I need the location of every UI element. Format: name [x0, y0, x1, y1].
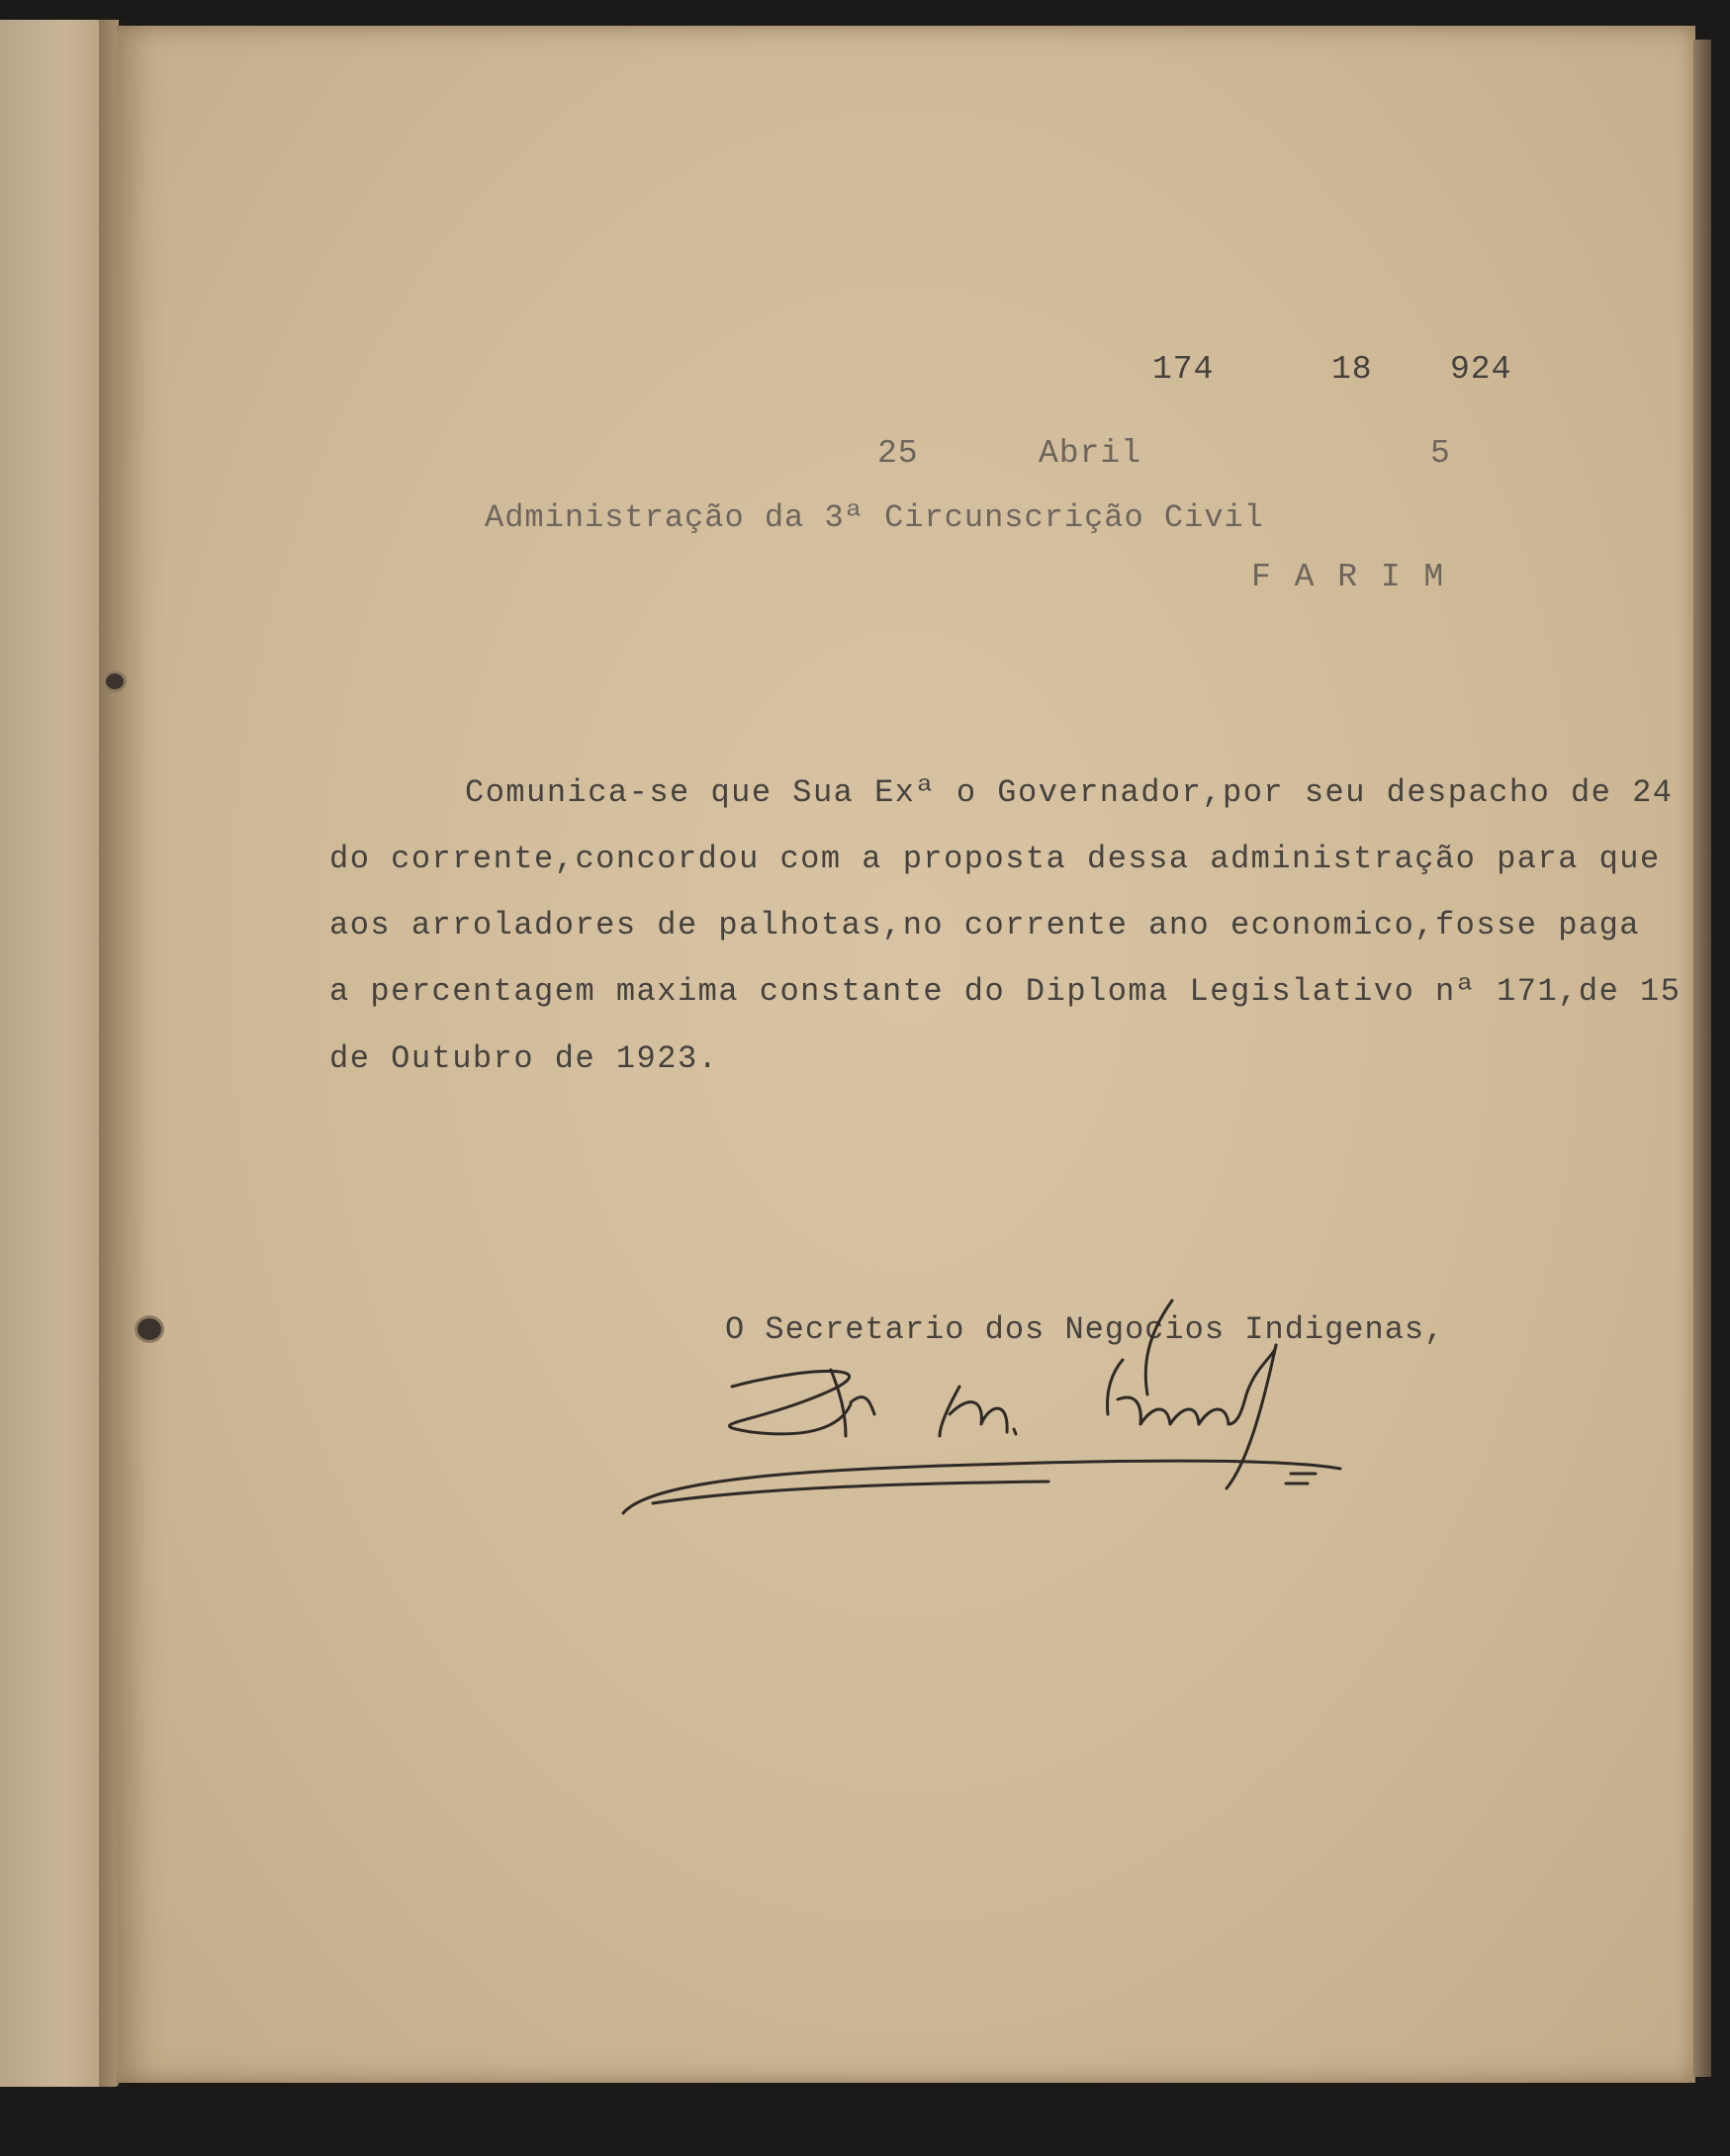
body-line: a percentagem maxima constante do Diploma Legislativo nª 171,de 15 — [329, 973, 1682, 1010]
signature-title: O Secretario dos Negocios Indigenas, — [725, 1311, 1445, 1348]
date-day: 25 — [877, 435, 919, 472]
body-line: Comunica-se que Sua Exª o Governador,por seu despacho de 24 — [465, 774, 1674, 811]
reference-day-code: 18 — [1331, 351, 1373, 388]
date-month: Abril — [1039, 435, 1142, 472]
addressee-location: F A R I M — [1251, 559, 1446, 595]
reference-year: 924 — [1450, 351, 1512, 388]
date-number: 5 — [1430, 435, 1451, 472]
body-line: do corrente,concordou com a proposta dessa administração para que — [329, 841, 1661, 877]
page-edge — [1693, 40, 1711, 2077]
addressee-line: Administração da 3ª Circunscrição Civil — [485, 499, 1264, 536]
body-line: de Outubro de 1923. — [329, 1040, 719, 1077]
body-line: aos arroladores de palhotas,no corrente ano economico,fosse paga — [329, 907, 1640, 943]
handwritten-signature — [593, 1276, 1365, 1523]
reference-number: 174 — [1152, 351, 1215, 388]
binding-hole — [103, 671, 127, 692]
binding-hole — [135, 1315, 164, 1343]
